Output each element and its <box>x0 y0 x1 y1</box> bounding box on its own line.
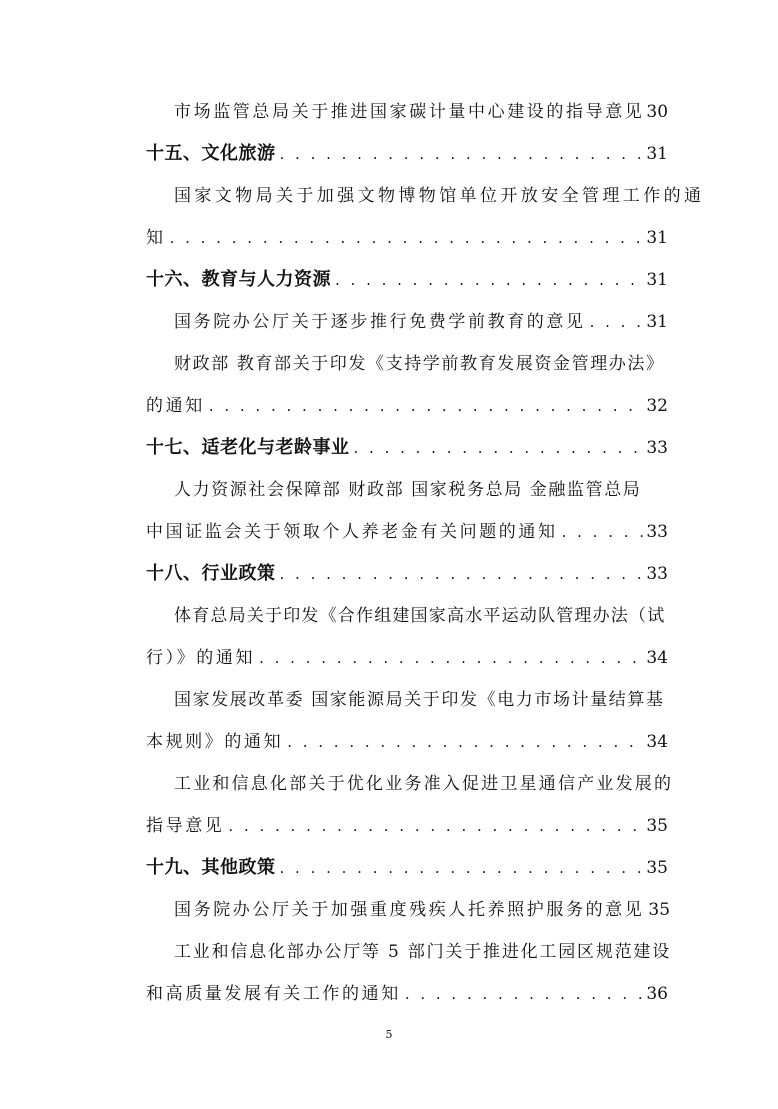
toc-entry-page: 30 <box>646 102 669 122</box>
toc-entry[interactable] <box>174 767 674 801</box>
dot-leader <box>280 137 645 171</box>
dot-leader <box>280 557 645 591</box>
dot-leader <box>335 263 644 297</box>
toc-entry-title: 市场监管总局关于推进国家碳计量中心建设的指导意见 <box>174 102 645 122</box>
toc-entry[interactable] <box>174 893 671 927</box>
toc-entry-title: 本规则》的通知 <box>146 732 284 752</box>
dot-leader <box>590 305 645 339</box>
toc-entry-continuation[interactable] <box>146 515 668 549</box>
toc-section-heading[interactable] <box>146 263 668 297</box>
toc-section-heading[interactable] <box>146 431 668 465</box>
toc-entry-page: 34 <box>646 732 668 752</box>
toc-entry-page: 31 <box>646 270 668 290</box>
toc-entry-title: 和高质量发展有关工作的通知 <box>146 984 401 1004</box>
toc-entry-page: 35 <box>646 858 668 878</box>
toc-heading-title: 十五、文化旅游 <box>146 143 276 164</box>
toc-entry-title: 工业和信息化部办公厅等 5 部门关于推进化工园区规范建设 <box>174 942 672 962</box>
toc-entry-title: 的通知 <box>146 396 205 416</box>
toc-entry-title: 人力资源社会保障部 财政部 国家税务总局 金融监管总局 <box>174 480 642 500</box>
toc-section-heading[interactable] <box>146 851 668 885</box>
dot-leader <box>209 389 645 423</box>
toc-entry-page: 33 <box>646 522 668 542</box>
dot-leader <box>405 977 645 1011</box>
toc-entry[interactable] <box>174 473 668 507</box>
toc-entry-continuation[interactable] <box>146 221 668 255</box>
toc-entry-continuation[interactable] <box>146 641 668 675</box>
dot-leader <box>280 851 645 885</box>
toc-entry[interactable] <box>174 95 668 129</box>
toc-entry-continuation[interactable] <box>146 725 668 759</box>
page-number: 5 <box>385 1028 393 1041</box>
toc-entry-title: 国家文物局关于加强文物博物馆单位开放安全管理工作的通 <box>174 186 705 206</box>
toc-heading-title: 十七、适老化与老龄事业 <box>146 437 350 458</box>
toc-entry-page: 31 <box>646 312 668 332</box>
toc-entry-continuation[interactable] <box>146 389 668 423</box>
toc-heading-title: 十九、其他政策 <box>146 857 276 878</box>
toc-entry-page: 36 <box>646 984 668 1004</box>
toc-entry-title: 指导意见 <box>146 816 225 836</box>
toc-entry[interactable] <box>174 305 668 339</box>
toc-entry[interactable] <box>174 599 668 633</box>
toc-heading-title: 十六、教育与人力资源 <box>146 269 331 290</box>
toc-entry-page: 35 <box>648 900 671 920</box>
dot-leader <box>228 809 644 843</box>
toc-entry-page: 34 <box>646 648 668 668</box>
toc-entry-page: 31 <box>646 144 668 164</box>
toc-section-heading[interactable] <box>146 557 668 591</box>
toc-entry-title: 国务院办公厅关于逐步推行免费学前教育的意见 <box>174 312 586 332</box>
toc-entry-title: 国家发展改革委 国家能源局关于印发《电力市场计量结算基 <box>174 690 665 710</box>
toc-entry-page: 33 <box>646 438 668 458</box>
toc-entry-title: 体育总局关于印发《合作组建国家高水平运动队管理办法（试 <box>174 606 666 626</box>
toc-entry-title: 国务院办公厅关于加强重度残疾人托养照护服务的意见 <box>174 900 645 920</box>
toc-entry[interactable] <box>174 179 705 213</box>
toc-entry-title: 中国证监会关于领取个人养老金有关问题的通知 <box>146 522 558 542</box>
toc-entry-title: 知 <box>146 228 166 248</box>
dot-leader <box>354 431 645 465</box>
toc-entry-title: 财政部 教育部关于印发《支持学前教育发展资金管理办法》 <box>174 354 665 374</box>
toc-heading-title: 十八、行业政策 <box>146 563 276 584</box>
toc-entry-title: 工业和信息化部关于优化业务准入促进卫星通信产业发展的 <box>174 774 674 794</box>
toc-entry[interactable] <box>174 347 668 381</box>
toc-entry-page: 35 <box>646 816 668 836</box>
toc-entry-continuation[interactable] <box>146 977 668 1011</box>
dot-leader <box>562 515 645 549</box>
toc-entry-continuation[interactable] <box>146 809 668 843</box>
dot-leader <box>259 641 644 675</box>
toc-entry-page: 33 <box>646 564 668 584</box>
toc-section-heading[interactable] <box>146 137 668 171</box>
toc-entry-title: 行）》的通知 <box>146 648 256 668</box>
toc-entry-page: 31 <box>646 228 668 248</box>
toc-entry-page: 32 <box>646 396 668 416</box>
dot-leader <box>170 221 645 255</box>
dot-leader <box>287 725 644 759</box>
toc-entry[interactable] <box>174 683 668 717</box>
toc-entry[interactable] <box>174 935 672 969</box>
